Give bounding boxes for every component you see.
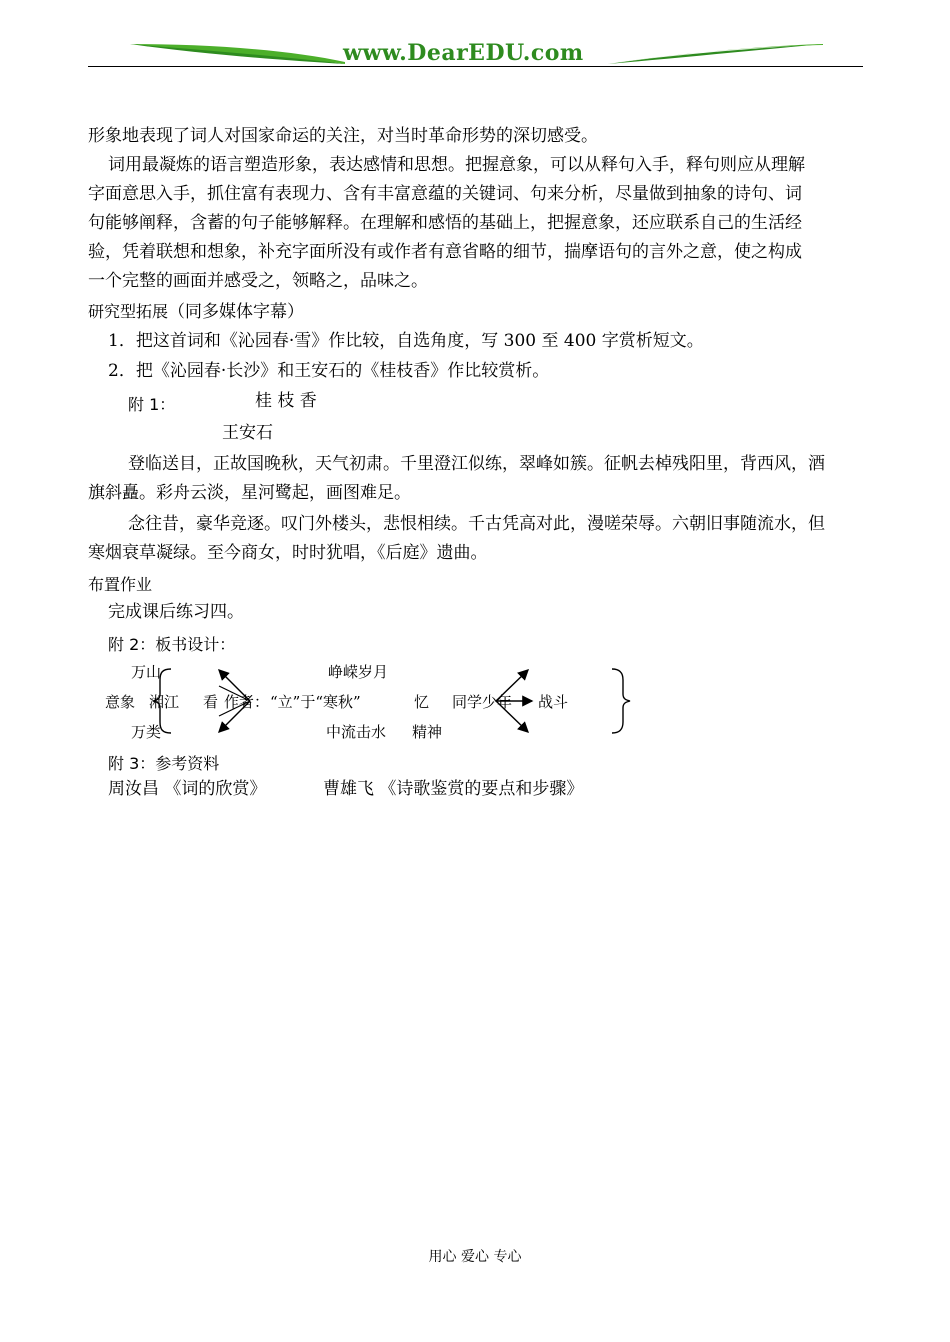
poem-title: 桂 枝 香 (255, 391, 317, 411)
diagram-fight: 战斗 (538, 693, 569, 711)
site-logo-text: www.DearEDU.com (343, 40, 584, 66)
poem-line: 寒烟衰草凝绿。至今商女，时时犹唱，《后庭》遗曲。 (88, 543, 488, 563)
poem-line: 登临送目，正故国晚秋，天气初肃。千里澄江似练，翠峰如簇。征帆去棹残阳里，背西风，酒 (128, 454, 825, 474)
diagram-look: 看 (203, 693, 219, 711)
arrow-down-left (219, 701, 250, 732)
research-item: 2．把《沁园春·长沙》和王安石的《桂枝香》作比较赏析。 (108, 361, 550, 381)
arrow-down-right (496, 701, 528, 732)
paragraph-line: 一个完整的画面并感受之，领略之，品味之。 (88, 271, 428, 291)
diagram-classmates: 同学少年 (452, 693, 513, 711)
reference-item: 周汝昌 《词的欣赏》 (108, 779, 267, 799)
appendix1-label: 附 1： (128, 395, 176, 414)
diagram-recall: 忆 (414, 693, 430, 711)
diagram-spirit: 精神 (412, 723, 443, 741)
arrow-cross-left (219, 686, 250, 701)
diagram-mid-left: 意象 (105, 693, 136, 711)
research-heading: 研究型拓展 (88, 302, 169, 321)
diagram-river: 湘江 (149, 693, 180, 711)
diagram-center: “立”于“寒秋” (270, 693, 361, 711)
diagram-bottom-left: 万类 (131, 723, 162, 741)
poem-line: 念往昔，豪华竞逐。叹门外楼头，悲恨相续。千古凭高对此，漫嗟荣辱。六朝旧事随流水，但 (128, 514, 825, 534)
research-item: 1．把这首词和《沁园春·雪》作比较，自选角度，写 300 至 400 字赏析短文。 (108, 331, 704, 351)
arrow-up-right (496, 670, 528, 701)
paragraph-line: 验，凭着联想和想象，补充字面所没有或作者有意省略的细节，揣摩语句的言外之意，使之构成 (88, 242, 802, 262)
paragraph-line: 词用最凝炼的语言塑造形象，表达感情和思想。把握意象，可以从释句入手，释句则应从理解 (108, 155, 805, 175)
diagram-top-center: 峥嵘岁月 (328, 663, 389, 681)
arrow-cross-left-2 (219, 701, 250, 716)
appendix2-label: 附 2：板书设计： (108, 635, 236, 654)
homework-text: 完成课后练习四。 (108, 602, 244, 622)
diagram-bottom-center: 中流击水 (326, 723, 387, 741)
poem-line: 旗斜矗。彩舟云淡，星河鹭起，画图难足。 (88, 483, 411, 503)
arrow-up-left (219, 670, 250, 701)
paragraph-line: 句能够阐释，含蓄的句子能够解释。在理解和感悟的基础上，把握意象，还应联系自己的生活经 (88, 213, 802, 233)
intro-line: 形象地表现了词人对国家命运的关注，对当时革命形势的深切感受。 (88, 126, 598, 146)
poem-author: 王安石 (222, 423, 273, 443)
diagram-author: 作者： (224, 693, 270, 711)
page-footer: 用心 爱心 专心 (428, 1249, 522, 1265)
research-note: （同多媒体字幕） (168, 302, 305, 322)
appendix3-label: 附 3：参考资料 (108, 754, 220, 773)
right-brace (612, 669, 630, 733)
paragraph-line: 字面意思入手，抓住富有表现力、含有丰富意蕴的关键词、句来分析，尽量做到抽象的诗句、词 (88, 184, 802, 204)
diagram-top-left: 万山 (131, 663, 162, 681)
homework-heading: 布置作业 (88, 575, 153, 594)
left-brace (153, 669, 171, 733)
reference-item: 曹雄飞 《诗歌鉴赏的要点和步骤》 (323, 779, 584, 799)
